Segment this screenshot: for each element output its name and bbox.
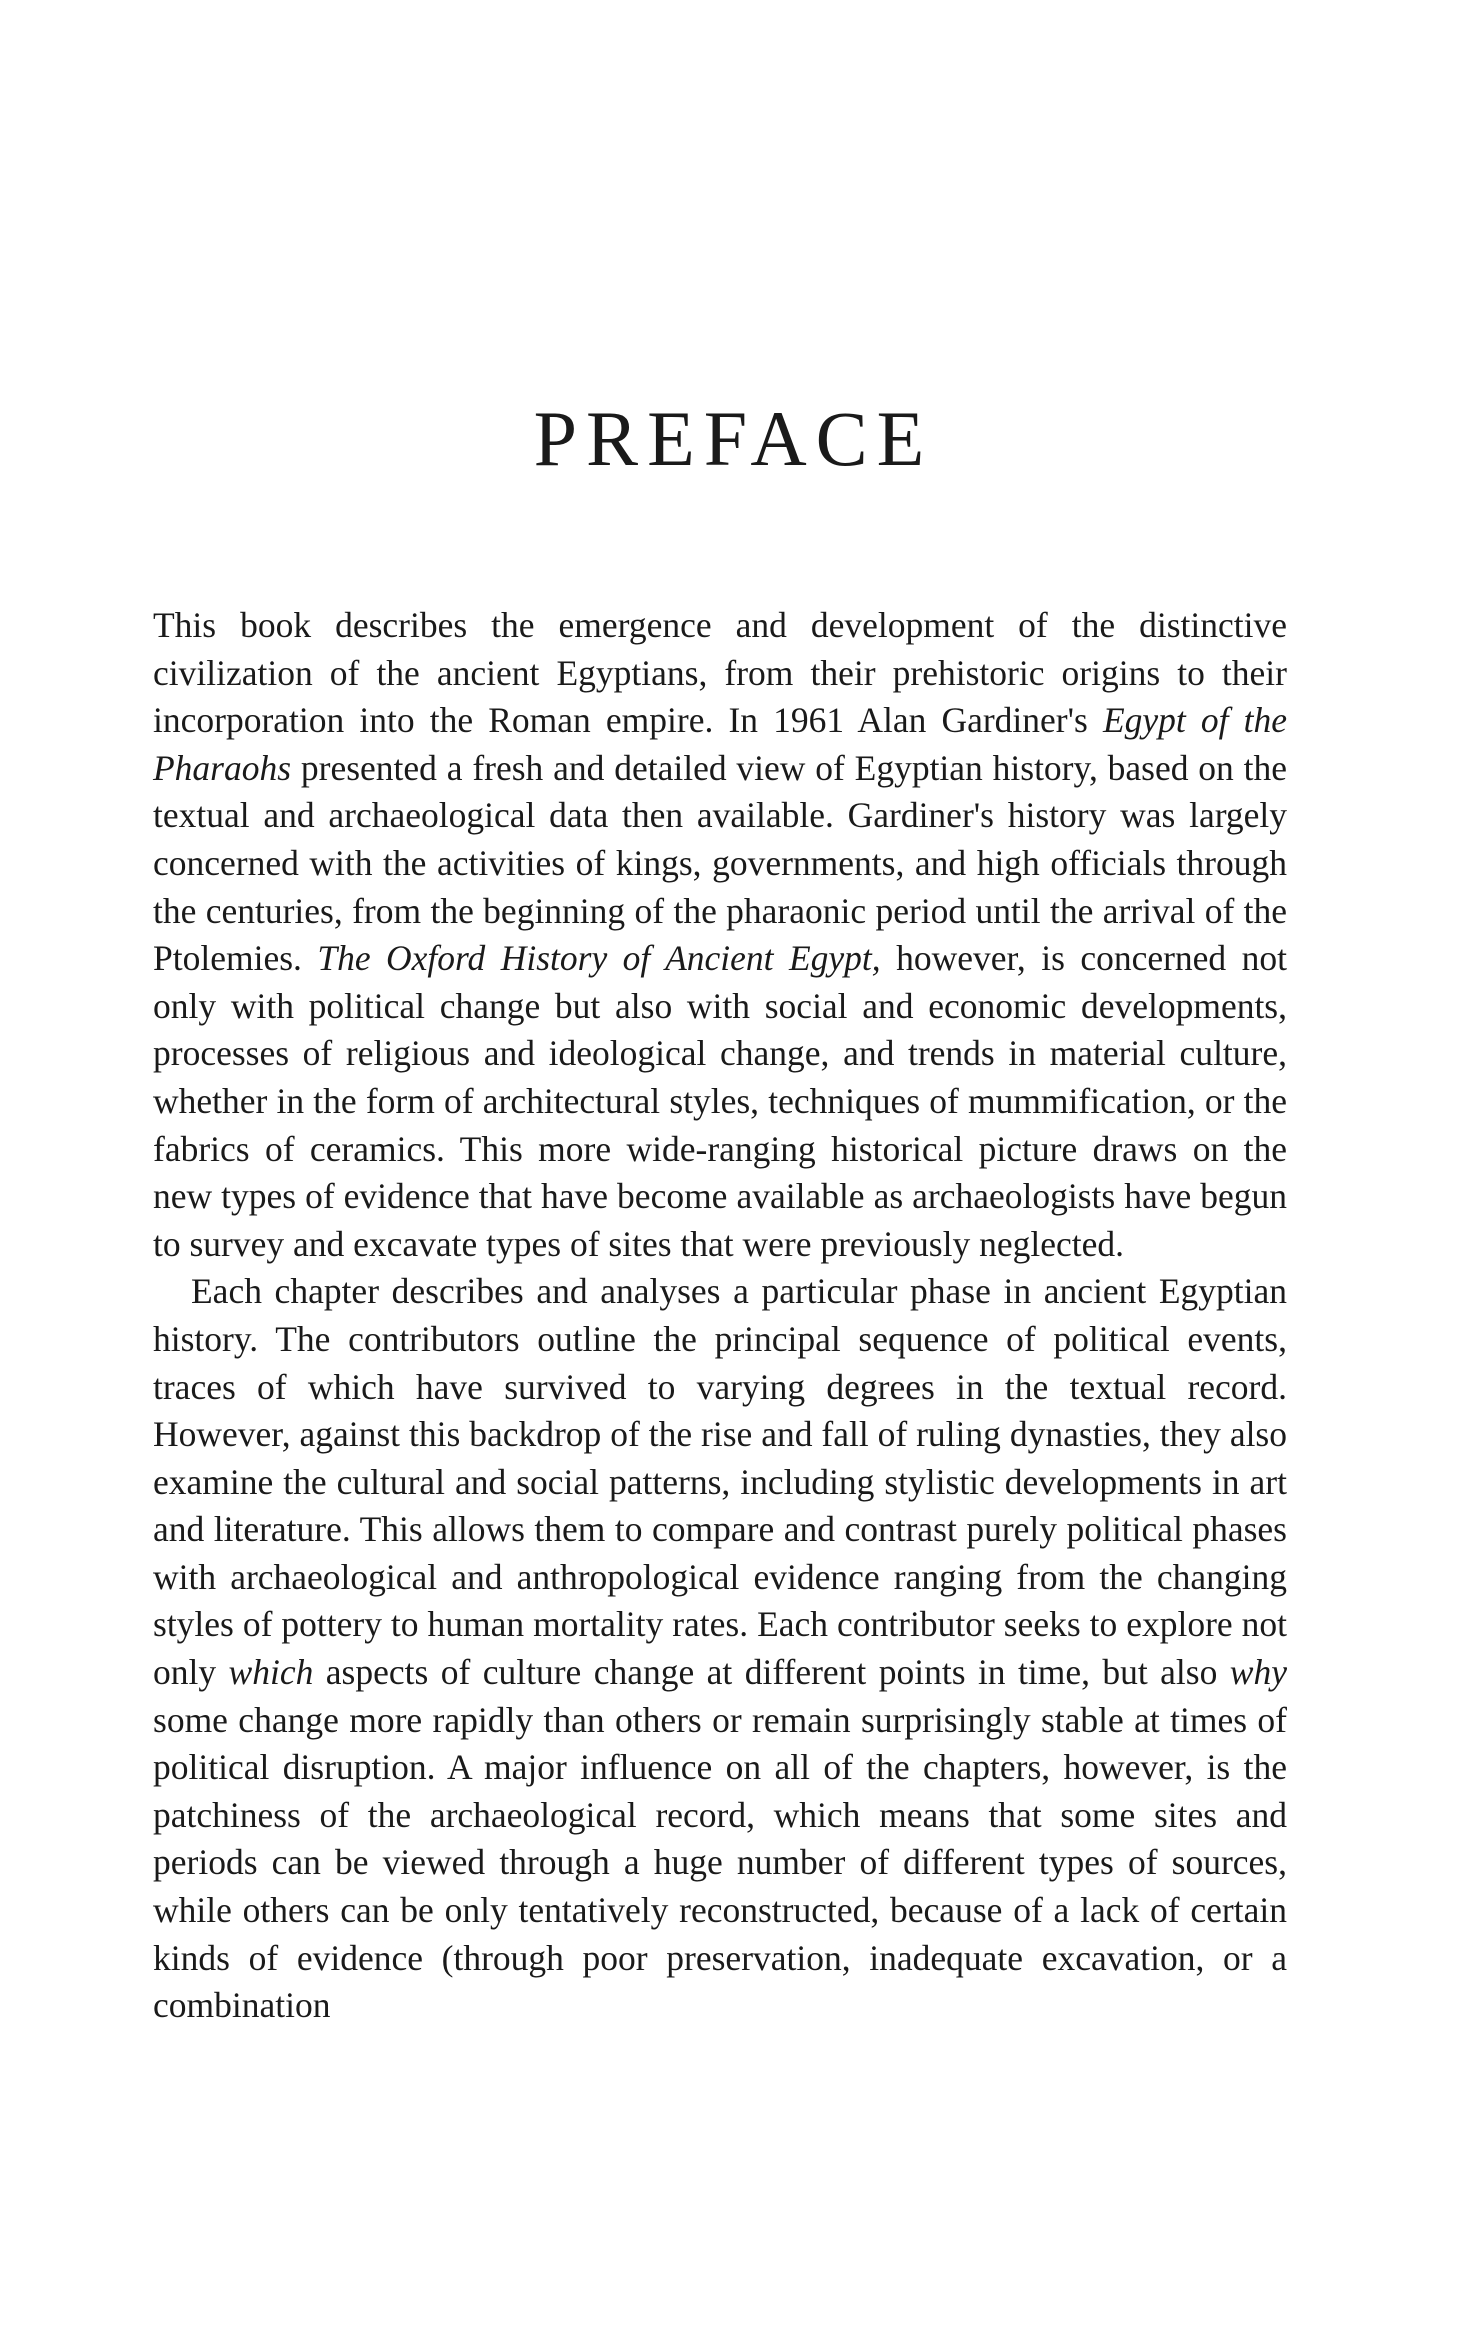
italic-text: The Oxford History of Ancient Egypt,: [317, 938, 881, 979]
italic-text: why: [1229, 1652, 1287, 1693]
italic-text: Egypt of the Pharaohs: [153, 700, 1287, 788]
italic-text: which: [228, 1652, 314, 1693]
text-run: presented a fresh and detailed view of Egyptian history, based on the textual and archaeological data then available. Gardiner's history was largely concerned with the activities of kings, governments, and high officials through the centuries, from the beginning of the pharaonic period until the arrival of the Ptolemies.: [153, 747, 1287, 979]
text-run: aspects of culture change at different points in time, but also: [313, 1652, 1230, 1693]
text-run: some change more rapidly than others or remain surprisingly stable at times of political disruption. A major influence on all of the chapters, however, is the patchiness of the archaeological record, which means that some sites and periods can be viewed through a huge number of different types of sources, while others can be only tentatively reconstructed, because of a lack of certain kinds of evidence (through poor preservation, inadequate excavation, or a combination: [153, 1699, 1287, 2026]
text-run: however, is concerned not only with political change but also with social and economic developments, processes of religious and ideological change, and trends in material culture, whether in the form of architectural styles, techniques of mummification, or the fabrics of ceramics. This more wide-ranging historical picture draws on the new types of evidence that have become available as archaeologists have begun to survey and excavate types of sites that were previously neglected.: [153, 938, 1287, 1264]
text-run: This book describes the emergence and development of the distinctive civilization of the ancient Egyptians, from their prehistoric origins to their incorporation into the Roman empire. In 1961 Alan Gardiner's: [153, 605, 1287, 741]
paragraph: [153, 602, 1287, 1268]
page-title: PREFACE: [533, 395, 934, 482]
preface-body: [153, 602, 1287, 2030]
text-run: Each chapter describes and analyses a particular phase in ancient Egyptian history. The contributors outline the principal sequence of political events, traces of which have survived to varying degrees in the textual record. However, against this backdrop of the rise and fall of ruling dynasties, they also examine the cultural and social patterns, including stylistic developments in art and literature. This allows them to compare and contrast purely political phases with archaeological and anthropological evidence ranging from the changing styles of pottery to human mortality rates. Each contributor seeks to explore not only: [153, 1271, 1287, 1693]
paragraph: [153, 1268, 1287, 2030]
